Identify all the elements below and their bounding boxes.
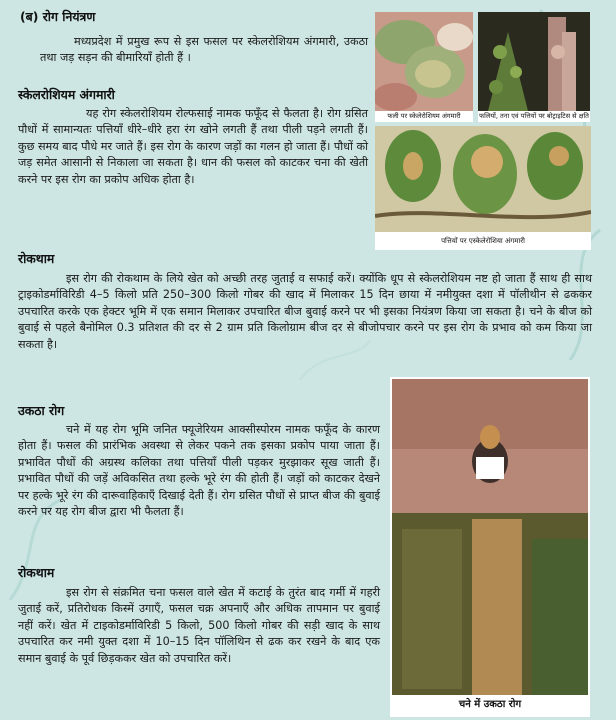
wilt-heading: उकठा रोग (18, 403, 65, 418)
control-heading-2: रोकथाम (18, 565, 55, 580)
section-heading: (ब) रोग नियंत्रण (20, 9, 96, 24)
photo-leaf-blight (375, 126, 591, 250)
photo-pod-caption: फली पर स्केलेरोशियम अंगमारी (375, 111, 473, 122)
control-body-text-2: इस रोग से संक्रमित चना फसल वाले खेत में कटाई के तुरंत बाद गर्मी में गहरी जुताई करें, प्रतिरोधक किस्में उगाएँ, फसल चक्र अपनाएँ और अधिक तापमान पर बुवाई नहीं करें। खेत में टाइकोडर्माविरिडी 5 किलो, 500 किलो गोबर की सड़ी खाद के साथ उपचारित कर नमी युक्त दशा में 10–15 दिन पॉलिथिन से ढक कर रखने के बाद एक समान बुवाई के पूर्व छिड़ककर खेत को उपचारित करें। (18, 586, 380, 665)
photo-wilt-caption: चने में उकठा रोग (392, 695, 588, 715)
photo-stem-damage (478, 12, 590, 122)
wilt-body-text: चने में यह रोग भूमि जनित फ्यूजेरियम आक्सीस्पोरम नामक फफूँद के कारण होता हैं। फसल की प्रारंभिक अवस्था से लेकर पकने तक इसका प्रकोप पाया जाता हैं। प्रभावित पौधों की अग्रस्थ कलिका तथा पत्तियाँ पीली पड़कर मुरझाकर सूख जाती हैं। प्रभावित पौधों की जड़ें अविकसित तथा हल्के भूरे रंग की होती हैं। जड़ों को काटकर देखने पर हल्के भूरे रंग की दारूवाहिकाएँ दिखाई देती हैं। रोग ग्रसित पौधों से प्राप्त बीज की बुवाई करने पर यह रोग बीज द्वारा भी फैलता हैं। (18, 423, 380, 519)
sclerotium-heading: स्केलरोशियम अंगमारी (18, 87, 115, 102)
control-body-text-1: इस रोग की रोकथाम के लिये खेत को अच्छी तरह जुताई व सफाई करें। क्योंकि धूप से स्केलरोशियम नष्ट हो जाता हैं साथ ही साथ ट्राइकोडर्माविरिडी 4–5 किलो प्रति 250–300 किलो गोबर की खाद में मिलाकर 15 दिन छाया में नमीयुक्त दशा में पॉलीथीन से ढककर उपचारित करके एक हेक्टर भूमि में एक समान मिलाकर उपचारित बीज बुवाई करने पर भी इसका नियंत्रण किया जा सकता है। चने के बीज को बुवाई से पहले बैनोमिल 0.3 प्रतिशत की दर से 2 ग्राम प्रति किलोग्राम बीज दर से बीजोपचार करने पर इस रोग के प्रभाव को कम किया जा सकता है। (18, 272, 592, 351)
photo-leaves-caption: पत्तियों पर एस्केलेरोशिया अंगमारी (375, 232, 591, 250)
section-intro-text: मध्यप्रदेश में प्रमुख रूप से इस फसल पर स्केलरोशियम अंगमारी, उकठा तथा जड़ सड़न की बीमारियाँ होती हैं । (40, 35, 368, 65)
photo-pod-blight (375, 12, 473, 122)
sclerotium-body-text: यह रोग स्केलरोशियम रोल्फसाई नामक फफूँद से फैलता है। रोग ग्रसित पौधों में सामान्यतः पत्तियाँ धीरे–धीरे हरा रंग खोने लगती हैं तथा पीली पड़ने लगती हैं। कुछ समय बाद पौधे मर जाते हैं। इस रोग के कारण जड़ों का गलन हो जाता हैं। पौधों को जड़ समेत आसानी से निकाला जा सकता है। धान की फसल को काटकर चना की खेती करने पर इस रोग का प्रकोप अधिक होता है। (18, 107, 368, 186)
control-heading-1: रोकथाम (18, 251, 55, 266)
photo-stem-caption: फलियों, तना एवं पत्तियों पर बोट्राइटिस से क्षति (479, 112, 589, 120)
photo-wilt-field (390, 377, 590, 717)
